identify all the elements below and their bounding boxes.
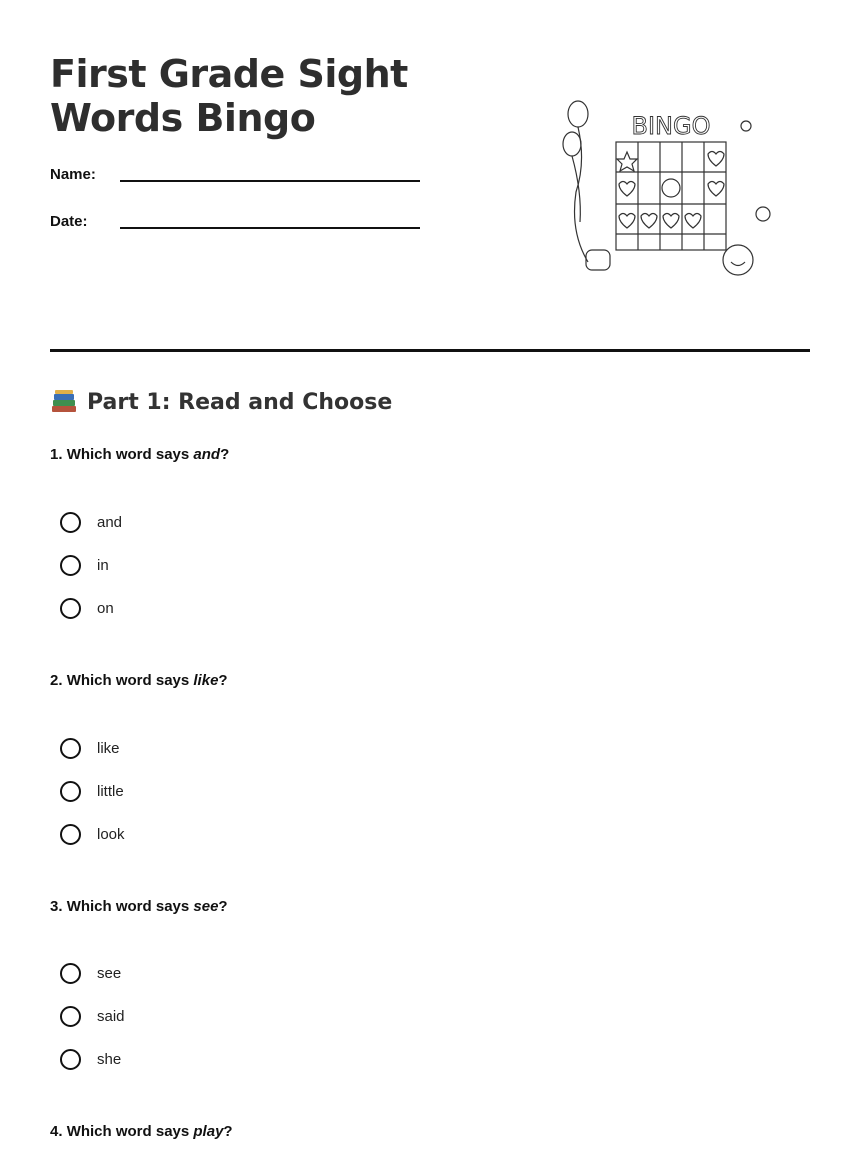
radio-button[interactable]: [60, 598, 81, 619]
bingo-illustration: [556, 92, 786, 282]
name-label: Name:: [50, 166, 96, 183]
part1-heading: [50, 389, 392, 415]
option-label: and: [97, 513, 123, 531]
q2-option-1[interactable]: [60, 735, 120, 761]
radio-button[interactable]: [60, 555, 81, 576]
question-number: 2.: [50, 672, 63, 689]
q2-option-2[interactable]: [60, 778, 124, 804]
q3-option-2[interactable]: [60, 1003, 125, 1029]
target-word: like: [193, 672, 219, 689]
question-1: [50, 446, 229, 463]
option-label: like: [97, 739, 120, 757]
books-icon: [50, 389, 78, 415]
name-line[interactable]: [120, 180, 420, 182]
question-prompt: Which word says: [66, 446, 190, 463]
question-2: [50, 672, 228, 689]
option-label: see: [97, 964, 122, 982]
radio-button[interactable]: [60, 824, 81, 845]
target-word: play: [193, 1123, 224, 1140]
question-number: 1.: [50, 446, 63, 463]
question-prompt: Which word says: [66, 672, 190, 689]
radio-button[interactable]: [60, 1049, 81, 1070]
radio-button[interactable]: [60, 963, 81, 984]
option-label: on: [97, 599, 114, 617]
q2-option-3[interactable]: [60, 821, 125, 847]
q1-option-3[interactable]: [60, 595, 114, 621]
option-label: little: [97, 782, 124, 800]
question-3: [50, 898, 228, 915]
question-mark: ?: [218, 898, 228, 915]
option-label: in: [97, 556, 109, 574]
header-divider: [50, 349, 810, 352]
question-number: 3.: [50, 898, 63, 915]
part1-heading-text: Part 1: Read and Choose: [87, 389, 393, 415]
worksheet-title: First Grade Sight Words Bingo: [50, 52, 408, 140]
q3-option-3[interactable]: [60, 1046, 121, 1072]
bingo-word: BINGO: [631, 112, 711, 140]
question-prompt: Which word says: [66, 1123, 190, 1140]
q3-option-1[interactable]: [60, 960, 121, 986]
question-4: [50, 1123, 233, 1140]
target-word: and: [193, 446, 221, 463]
question-mark: ?: [220, 446, 230, 463]
radio-button[interactable]: [60, 781, 81, 802]
target-word: see: [193, 898, 219, 915]
question-mark: ?: [218, 672, 228, 689]
date-label: Date:: [50, 213, 88, 230]
question-mark: ?: [223, 1123, 233, 1140]
option-label: she: [97, 1050, 122, 1068]
question-number: 4.: [50, 1123, 63, 1140]
option-label: said: [97, 1007, 125, 1025]
radio-button[interactable]: [60, 512, 81, 533]
radio-button[interactable]: [60, 1006, 81, 1027]
radio-button[interactable]: [60, 738, 81, 759]
q1-option-1[interactable]: [60, 509, 122, 535]
q1-option-2[interactable]: [60, 552, 109, 578]
date-line[interactable]: [120, 227, 420, 229]
question-prompt: Which word says: [66, 898, 190, 915]
option-label: look: [97, 825, 125, 843]
